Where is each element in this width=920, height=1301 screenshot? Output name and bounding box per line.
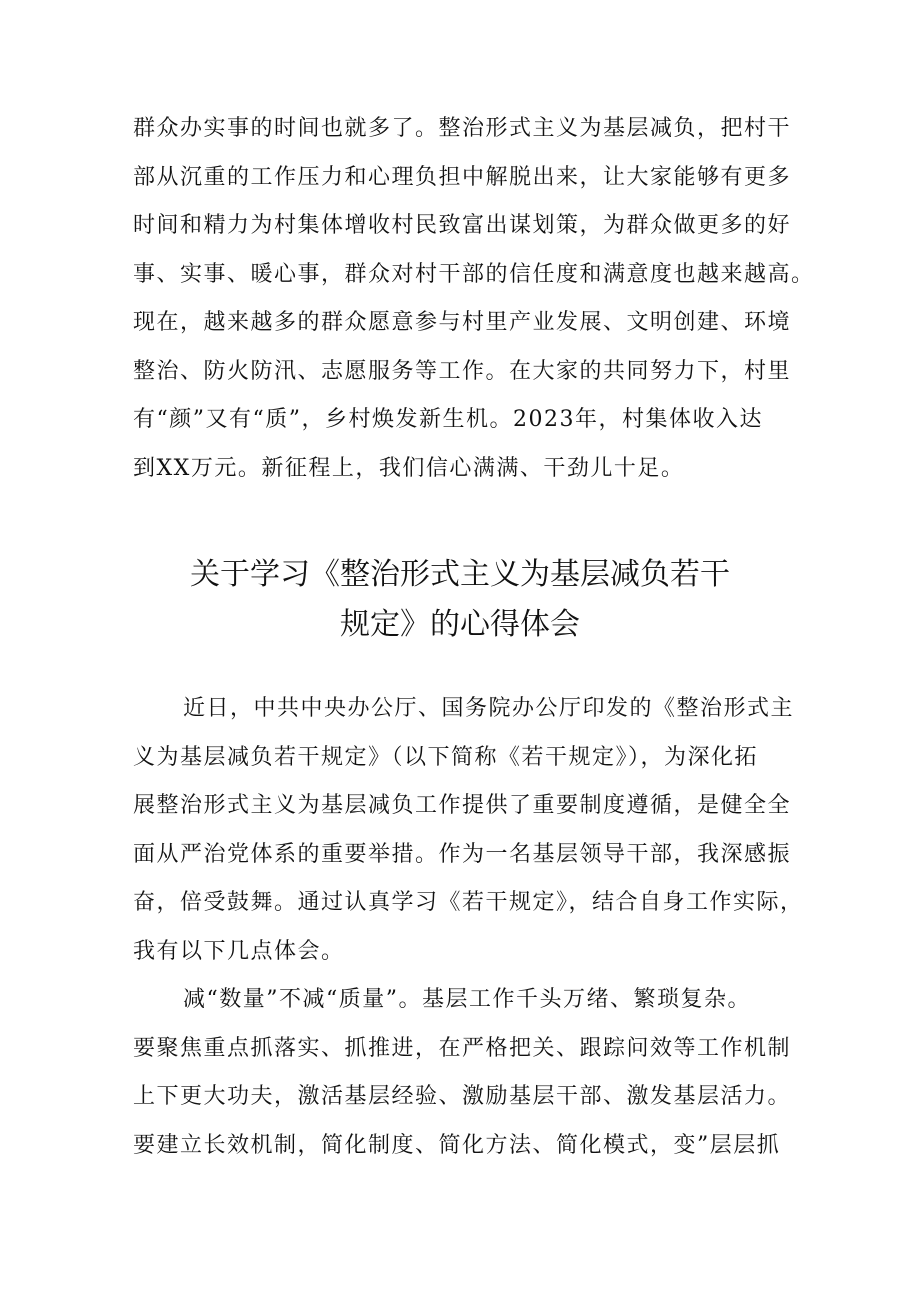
- text-line: 要建立长效机制，简化制度、简化方法、简化模式，变”层层抓: [133, 1132, 781, 1158]
- article-title-line: 关于学习《整治形式主义为基层减负若干: [190, 557, 730, 592]
- text-line: 时间和精力为村集体增收村民致富出谋划策，为群众做更多的好: [133, 213, 792, 238]
- text-line: 有“颜”又有“质”，乡村焕发新生机。2023年，村集体收入达: [133, 407, 763, 432]
- text-line: 面从严治党体系的重要举措。作为一名基层领导干部，我深感振: [133, 841, 792, 867]
- continuation-paragraph: [133, 105, 815, 493]
- article-title-line: 规定》的心得体会: [340, 607, 580, 642]
- text-line: 近日，中共中央办公厅、国务院办公厅印发的《整治形式主: [183, 696, 795, 721]
- text-line: 部从沉重的工作压力和心理负担中解脱出来，让大家能够有更多: [133, 164, 792, 190]
- article-paragraph-2: [133, 976, 798, 1170]
- text-line: 要聚焦重点抓落实、抓推进，在严格把关、跟踪问效等工作机制: [133, 1035, 792, 1061]
- text-line: 现在，越来越多的群众愿意参与村里产业发展、文明创建、环境: [133, 310, 792, 335]
- text-line: 义为基层减负若干规定》（以下简称《若干规定》），为深化拓: [133, 744, 759, 770]
- text-line: 到XX万元。新征程上，我们信心满满、干劲儿十足。: [133, 455, 685, 481]
- text-line: 事、实事、暖心事，群众对村干部的信任度和满意度也越来越高。: [133, 261, 815, 287]
- text-line: 整治、防火防汛、志愿服务等工作。在大家的共同努力下，村里: [133, 358, 792, 384]
- text-line: 奋，倍受鼓舞。通过认真学习《若干规定》，结合自身工作实际，: [133, 890, 804, 915]
- text-line: 群众办实事的时间也就多了。整治形式主义为基层减负，把村干: [133, 116, 792, 141]
- text-line: 上下更大功夫，激活基层经验、激励基层干部、激发基层活力。: [133, 1084, 792, 1109]
- text-line: 展整治形式主义为基层减负工作提供了重要制度遵循，是健全全: [133, 793, 792, 818]
- text-line: 减“数量”不减“质量”。基层工作千头万绪、繁琐复杂。: [183, 987, 751, 1012]
- article-title: [100, 550, 820, 650]
- article-paragraph-1: [133, 685, 804, 976]
- text-line: 我有以下几点体会。: [133, 938, 345, 964]
